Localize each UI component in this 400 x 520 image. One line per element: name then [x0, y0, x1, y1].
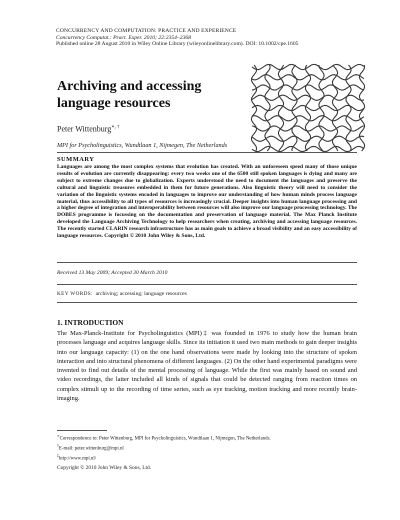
publisher-wave-logo: [248, 61, 368, 155]
keywords-top-rule: [57, 284, 357, 285]
copyright-notice: Copyright © 2010 John Wiley & Sons, Ltd.: [57, 465, 152, 471]
author-footnote-marks: ∗, †: [111, 125, 120, 130]
author-affiliation: MPI for Psycholinguistics, Wundtlaan 1, Nijmegen, The Netherlands: [57, 142, 228, 149]
journal-header: [56, 28, 356, 48]
footnote-mark: ‡: [57, 454, 59, 459]
footnote-text: E-mail: peter.wittenburg@mpi.nl: [58, 446, 124, 452]
footnote-text: http://www.mpi.nl/: [58, 456, 97, 462]
author-name: Peter Wittenburg: [57, 124, 112, 134]
footnotes: [57, 433, 357, 463]
footnote: [57, 453, 357, 463]
received-dates: Received 13 May 2009; Accepted 30 March 2010: [57, 270, 168, 276]
article-title: Archiving and accessing language resources: [57, 79, 202, 111]
footnote-mark: ∗: [57, 434, 60, 438]
footnote-mark: †: [57, 444, 59, 449]
journal-name: CONCURRENCY AND COMPUTATION: PRACTICE AND EXPERIENCE: [56, 28, 237, 34]
footnote-text: Correspondence to: Peter Wittenburg, MPI for Psycholinguistics, Wundtlaan 1, Nijmegen, The Netherlands.: [59, 436, 271, 442]
summary-heading: SUMMARY: [57, 156, 95, 163]
keywords-value: archiving; accessing; language resources: [95, 291, 187, 297]
summary-top-rule: [57, 152, 357, 153]
footnote: [57, 433, 357, 443]
summary-text: Languages are among the most complex systems that evolution has created. With an unforeseen speed many of those unique results of evolution are currently disappearing: every two weeks one of the 6500 still spoken languages is dying and many are subject to extreme changes due to globalization. Experts understood the need to document the languages and preserve the cultural and linguistic treasures embedded in them for future generations. Also linguistic theory will need to consider the variation of the linguistic systems encoded in languages to improve our understanding of how human minds process language material, thus accessibility to all types of resources is increasingly crucial. Deeper insights into human language processing and a higher degree of integration and interoperability between resources will also improve our language processing technology. The DOBES programme is focussing on the documentation and preservation of language material. The Max Planck Institute developed the Language Archiving Technology to help researchers when creating, archiving and accessing language resources. The recently started CLARIN research infrastructure has as main goals to achieve a broad visibility and an easy accessibility of language resources. Copyright © 2010 John Wiley & Sons, Ltd.: [57, 164, 357, 240]
introduction-paragraph: The Max-Planck-Institute for Psycholinguistics (MPI)‡ was founded in 1976 to study how the human brain processes language and acquires language skills. Since its initiation it used two main methods to gain deeper insights into our language capacity: (1) on the one hand observations were made by looking into the structure of spoken interaction and into structural phenomena of different languages. (2) On the other hand experimental paradigms were invented to find out details of the mental processing of language. While the first was mainly based on sound and video recordings, the latter included all kinds of signals that could be detected ranging from reaction times on complex stimuli up to the recording of time series, such as eye tracking, motion tracking and more recently brain-imaging.: [57, 330, 357, 403]
keywords-line: [57, 291, 187, 297]
journal-citation: Concurrency Computat.: Pract. Exper. 2010; 22:2354–2368: [56, 34, 191, 41]
keywords-bottom-rule: [57, 302, 357, 303]
publication-info: Published online 28 August 2010 in Wiley Online Library (wileyonlinelibrary.com). DOI: 10.1002/cpe.1605: [56, 41, 299, 48]
footnote-rule: [57, 430, 107, 431]
summary-bottom-rule: [57, 262, 357, 263]
keywords-label: KEY WORDS:: [57, 291, 93, 297]
footnote: [57, 443, 357, 453]
author-line: [57, 124, 120, 134]
section-heading: 1. INTRODUCTION: [57, 318, 124, 327]
